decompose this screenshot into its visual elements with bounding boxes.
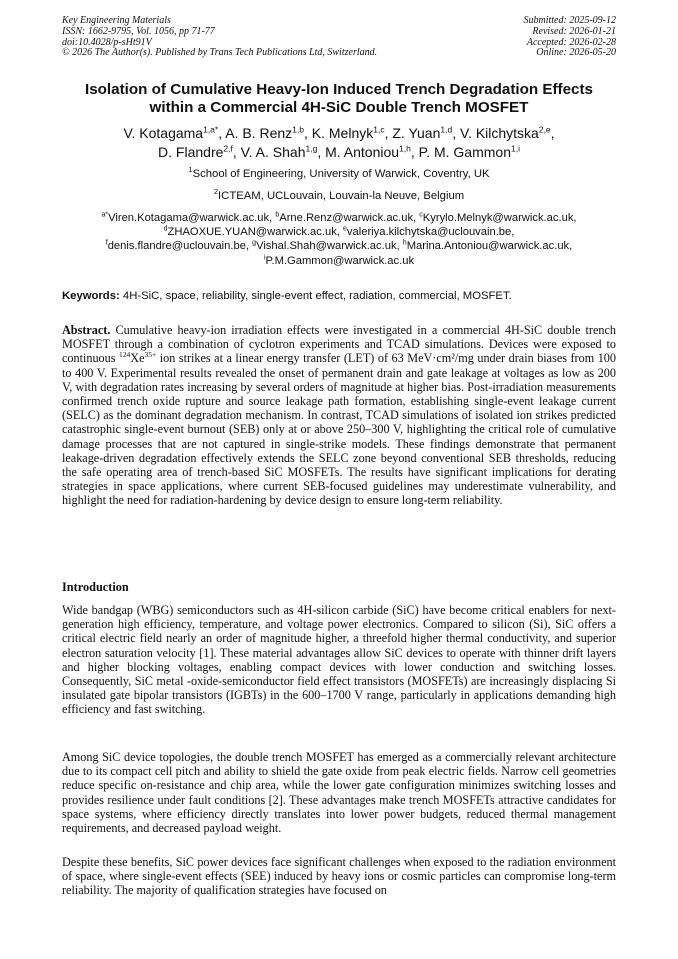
affiliation-1 — [30, 167, 648, 181]
email-separator: , — [269, 212, 276, 224]
keywords-text: 4H-SiC, space, reliability, single-event effect, radiation, commercial, MOSFET. — [122, 290, 512, 302]
author-separator: , — [232, 144, 241, 160]
email-line-4 — [30, 254, 648, 268]
author-name: D. Flandre — [158, 144, 224, 160]
online-date: Online: 2026-05-20 — [536, 47, 616, 59]
journal-header-right — [524, 16, 617, 59]
author-affiliation-mark: 1,i — [510, 143, 520, 154]
author-name: M. Antoniou — [325, 144, 400, 160]
email-mark: f — [105, 239, 108, 247]
author-affiliation-mark: 1,g — [305, 143, 318, 154]
author-separator: , — [452, 125, 460, 141]
affiliation-number: 2 — [213, 187, 219, 197]
author-affiliation-mark: 1,b — [292, 124, 304, 135]
journal-header-left — [62, 16, 377, 59]
keywords-label: Keywords: — [62, 290, 120, 302]
author-affiliation-mark: 1,a* — [203, 124, 219, 135]
author-name: K. Melnyk — [311, 125, 374, 141]
author-separator: , — [218, 125, 226, 141]
affiliation-text: School of Engineering, University of Warwick, Coventry, UK — [192, 168, 490, 180]
author-affiliation-mark: 1,c — [373, 124, 385, 135]
author-list — [30, 124, 648, 162]
email-link[interactable]: denis.flandre@uclouvain.be — [107, 240, 246, 253]
affiliation-text: ICTEAM, UCLouvain, Louvain-la Neuve, Belgium — [218, 190, 465, 202]
email-mark: a* — [101, 211, 109, 219]
author-name: A. B. Renz — [225, 125, 293, 141]
doi-line: doi:10.4028/p-sHt91V — [62, 36, 152, 48]
issn-line: ISSN: 1662-9795, Vol. 1056, pp 71-77 — [62, 25, 215, 37]
keywords-line — [62, 290, 512, 302]
email-line-1 — [30, 211, 648, 225]
paper-title — [40, 81, 638, 117]
submitted-date: Submitted: 2025-09-12 — [523, 15, 616, 26]
abstract-text-b: ion strikes at a linear energy transfer (LET) of 63 MeV·cm²/mg under drain biases from 100 to 400 V. Experimental results revealed the onset of permanent drain and gate leakage at voltages as low as 200 V, with degradation rates increasing by several orders of magnitude at higher bias. Post-irradiation measurements confirmed trench oxide rupture and source leakage path formation, establishing single-event leakage current (SELC) as the dominant degradation mechanism. In contrast, TCAD simulations of isolated ion strikes predicted catastrophic single-event burnout (SEB) only at or above 250–300 V, highlighting the critical role of cumulative damage processes that are not captured in single-strike models. These findings demonstrate that permanent leakage-driven degradation effectively extends the SELC zone beyond conventional SEB thresholds, reducing the safe operating area of trench-based SiC MOSFETs. The results have significant implications for derating strategies in space applications, where current SEB-focused guidelines may underestimate vulnerability, and highlight the need for radiation-hardening by device design to ensure long-term reliability. — [62, 351, 616, 508]
email-link[interactable]: Viren.Kotagama@warwick.ac.uk — [108, 212, 270, 224]
email-link[interactable]: Arne.Renz@warwick.ac.uk — [279, 212, 414, 224]
author-name: Z. Yuan — [392, 125, 441, 141]
intro-paragraph-2: Among SiC device topologies, the double trench MOSFET has emerged as a commercially relevant architecture due to its compact cell pitch and ability to shield the gate oxide from peak electric fields. Narrow cell geometries reduce specific on-resistance and chip area, while the lower gate configuration minimizes switching losses and provides resilience under fault conditions [2]. These advantages make trench MOSFETs attractive candidates for space systems, where efficiency directly translates into lower power budgets, reduced thermal management requirements, and decreased payload weight. — [62, 750, 616, 836]
title-line-2: within a Commercial 4H-SiC Double Trench MOSFET — [149, 99, 529, 116]
email-mark: c — [419, 211, 423, 219]
author-name: V. A. Shah — [240, 144, 306, 160]
email-separator: , — [396, 240, 403, 253]
author-affiliation-mark: 2,f — [223, 143, 233, 154]
author-name: V. Kilchytska — [459, 125, 539, 141]
revised-date: Revised: 2026-01-21 — [532, 25, 616, 37]
isotope-element: Xe — [130, 351, 145, 366]
email-mark: b — [275, 211, 280, 219]
accepted-date: Accepted: 2026-02-28 — [526, 36, 616, 48]
email-separator: , — [413, 212, 420, 224]
author-line-2 — [30, 143, 648, 162]
email-link[interactable]: Vishal.Shah@warwick.ac.uk — [256, 240, 397, 253]
email-mark: d — [163, 225, 168, 233]
copyright-line: © 2026 The Author(s). Published by Trans Tech Publications Ltd, Switzerland. — [62, 47, 378, 59]
author-separator: , — [303, 125, 312, 141]
email-mark: i — [263, 253, 266, 261]
abstract-text-a: Cumulative heavy-ion irradiation effects were investigated in a commercial 4H-SiC double trench MOSFET through a combination of cyclotron experiments and TCAD simulations. Devices were exposed to continuous — [62, 323, 616, 366]
email-separator: , — [245, 240, 253, 253]
intro-paragraph-3: Despite these benefits, SiC power devices face significant challenges when exposed to the radiation environment of space, where single-event effects (SEE) induced by heavy ions or cosmic particles can compromise long-term reliability. The majority of qualification strategies have focused on — [62, 855, 616, 898]
email-link[interactable]: P.M.Gammon@warwick.ac.uk — [265, 254, 415, 267]
journal-name: Key Engineering Materials — [62, 15, 171, 26]
email-mark: g — [252, 239, 257, 247]
author-separator: , — [550, 125, 555, 141]
author-affiliation-mark: 2,e — [538, 124, 551, 135]
author-name: P. M. Gammon — [418, 144, 511, 160]
email-separator: , — [336, 226, 344, 239]
email-line-3 — [30, 239, 648, 253]
email-mark: e — [343, 225, 347, 233]
author-affiliation-mark: 1,d — [440, 124, 453, 135]
title-line-1: Isolation of Cumulative Heavy-Ion Induced Trench Degradation Effects — [84, 81, 594, 98]
author-separator: , — [410, 144, 419, 160]
author-separator: , — [317, 144, 326, 160]
author-name: V. Kotagama — [123, 125, 204, 141]
email-mark: h — [402, 239, 407, 247]
affiliation-number: 1 — [188, 165, 193, 175]
abstract-label: Abstract. — [62, 323, 111, 337]
email-link[interactable]: valeriya.kilchytska@uclouvain.be, — [346, 226, 515, 239]
email-link[interactable]: Kyrylo.Melnyk@warwick.ac.uk, — [422, 212, 577, 224]
isotope-charge: 35+ — [144, 350, 157, 360]
intro-paragraph-1: Wide bandgap (WBG) semiconductors such as 4H-silicon carbide (SiC) have become critical enablers for next-generation high efficiency, temperature, and voltage power electronics. Compared to silicon (Si), SiC offers a critical electric field nearly an order of magnitude higher, a threefold higher thermal conductivity, and superior electron saturation velocity [1]. These material advantages allow SiC devices to operate with thinner drift layers and higher blocking voltages, enabling compact devices with lower conduction and switching losses. Consequently, SiC metal -oxide-semiconductor field effect transistors (MOSFETs) are increasingly displacing Si insulated gate bipolar transistors (IGBTs) in the 600–1700 V range, particularly in applications demanding high efficiency and fast switching. — [62, 603, 616, 717]
abstract-paragraph — [62, 323, 616, 508]
affiliation-2 — [30, 189, 648, 203]
email-list — [30, 211, 648, 268]
section-heading-introduction: Introduction — [62, 580, 129, 594]
email-link[interactable]: ZHAOXUE.YUAN@warwick.ac.uk — [167, 226, 337, 239]
author-separator: , — [384, 125, 393, 141]
author-line-1 — [30, 124, 648, 143]
email-link[interactable]: Marina.Antoniou@warwick.ac.uk, — [406, 240, 573, 253]
email-line-2 — [30, 225, 648, 239]
isotope-mass-number: 124 — [119, 350, 131, 360]
author-affiliation-mark: 1,h — [399, 143, 411, 154]
